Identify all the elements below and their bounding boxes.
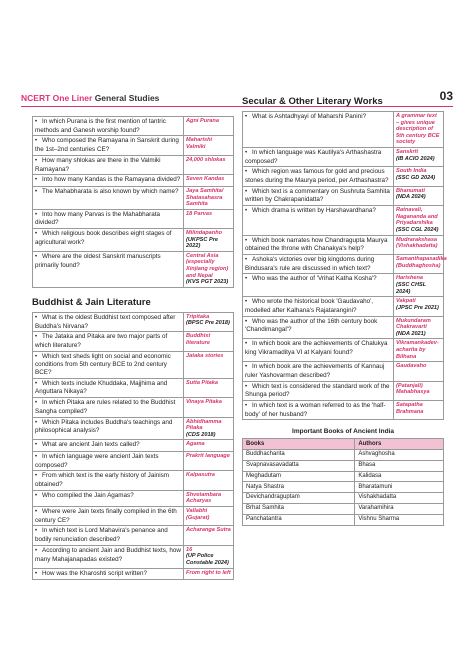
book-name: Svapnavasavadatta [243, 460, 355, 471]
question-text: Which texts include Khuddaka, Majjhima and Anguttara Nikaya? [35, 379, 168, 396]
answer-cell [184, 452, 234, 471]
answer-cell [184, 136, 234, 155]
answer-text: Vinaya Pitaka [186, 399, 222, 406]
question-text: According to ancient Jain and Buddhist texts, how many Mahajanapadas existed? [35, 546, 181, 563]
question-cell [33, 332, 184, 351]
question-text: How was the Kharoshti script written? [42, 569, 147, 577]
book-author: Vishnu Sharma [355, 514, 444, 525]
books-table-row [243, 482, 444, 493]
question-text: What is Ashtadhyayi of Maharshi Panini? [252, 113, 367, 120]
exam-reference: (BPSC Pre 2018) [186, 320, 230, 327]
question-cell [33, 229, 184, 252]
exam-reference: (JPSC Pre 2021) [396, 304, 439, 311]
question-cell [243, 400, 394, 419]
exam-reference: (IB ACIO 2024) [396, 155, 435, 162]
answer-cell [184, 117, 234, 136]
brand-title: NCERT One Liner [21, 93, 93, 103]
books-table-row [243, 450, 444, 461]
question-text: In which language were ancient Jain texts composed? [35, 453, 159, 469]
bullet-icon: • [245, 188, 248, 195]
answer-cell [184, 186, 234, 209]
answer-text: Gaudavaho [396, 363, 427, 370]
question-cell [33, 490, 184, 506]
books-table-row [243, 471, 444, 482]
qa-row [243, 339, 444, 362]
question-text: In which Pitaka are rules related to the Buddhist Sangha compiled? [35, 399, 176, 415]
answer-cell [184, 229, 234, 252]
qa-row [33, 312, 234, 331]
answer-cell [184, 209, 234, 228]
question-text: The Jataka and Pitaka are two major parts of which literature? [35, 333, 168, 349]
question-text: The Mahabharata is also known by which name? [42, 187, 179, 195]
question-text: Which religious book describes eight stages of agricultural work? [35, 230, 172, 246]
answer-cell [394, 206, 444, 235]
qa-row [33, 155, 234, 174]
question-cell [33, 471, 184, 490]
bullet-icon: • [35, 253, 38, 260]
books-header-books: Books [243, 439, 355, 450]
exam-reference: (KVS PGT 2023) [186, 279, 229, 286]
question-text: In which book are the achievements of Kannauj ruler Yashovarman described? [245, 363, 385, 379]
question-text: What are ancient Jain texts called? [42, 441, 140, 449]
book-name: Panchatantra [243, 514, 355, 525]
question-cell [33, 209, 184, 228]
qa-row [33, 136, 234, 155]
answer-cell [394, 167, 444, 186]
answer-cell [184, 507, 234, 526]
bullet-icon: • [35, 211, 38, 218]
answer-text: 16 [186, 546, 193, 553]
qa-row [243, 167, 444, 186]
qa-row [33, 209, 234, 228]
answer-cell [184, 490, 234, 506]
bullet-icon: • [35, 353, 38, 360]
answer-cell [184, 175, 234, 187]
bullet-icon: • [35, 442, 38, 449]
qa-row [33, 471, 234, 490]
bullet-icon: • [35, 314, 38, 321]
answer-text: Agni Purana [186, 118, 219, 124]
answer-text: South India [396, 168, 427, 175]
question-cell [33, 398, 184, 417]
question-cell [33, 175, 184, 187]
qa-row [33, 417, 234, 440]
answer-text: Mukundaram Chakravarti [396, 317, 431, 331]
bullet-icon: • [245, 169, 248, 176]
answer-text: Vakpati [396, 298, 416, 305]
qa-table-literature [32, 116, 234, 288]
answer-cell [184, 471, 234, 490]
question-text: Who was the author of the 16th century book 'Chandimangal'? [245, 317, 378, 334]
answer-cell [184, 251, 234, 287]
answer-text: Maharishi Valmiki [186, 137, 213, 150]
qa-row [243, 186, 444, 205]
answer-text: Satapatha Brahmana [396, 401, 424, 415]
question-cell [33, 186, 184, 209]
bullet-icon: • [35, 188, 38, 195]
bullet-icon: • [245, 383, 248, 390]
qa-row [33, 526, 234, 545]
answer-text: A grammar text – gives unique description of 5th century BCE society [396, 113, 440, 146]
answer-cell [394, 235, 444, 254]
books-table-title: Important Books of Ancient India [292, 428, 394, 436]
book-name: Brhat Samhita [243, 504, 355, 515]
book-name: Natya Shastra [243, 482, 355, 493]
answer-text: Milindapanho [186, 230, 223, 237]
answer-cell [394, 274, 444, 297]
answer-text: Buddhist literature [186, 333, 211, 346]
answer-text: Mudrarakshasa (Vishakhadatta) [396, 236, 438, 250]
book-author: Kalidasa [355, 471, 444, 482]
answer-cell [184, 417, 234, 440]
question-cell [243, 186, 394, 205]
question-cell [243, 297, 394, 316]
book-author: Vishakhadatta [355, 493, 444, 504]
answer-text: Seven Kandas [186, 176, 225, 183]
answer-text: Central Asia (especially Xinjiang region) and Nepal [186, 252, 229, 279]
books-table-row [243, 504, 444, 515]
question-cell [243, 235, 394, 254]
qa-row [33, 440, 234, 452]
qa-row [33, 545, 234, 568]
qa-row [33, 175, 234, 187]
books-table-row [243, 493, 444, 504]
answer-text: Tripitaka [186, 313, 210, 320]
qa-row [243, 112, 444, 148]
question-text: Which text is a commentary on Sushruta Samhita written by Chakrapanidatta? [245, 187, 390, 204]
question-text: Into how many Kandas is the Ramayana divided? [42, 176, 181, 184]
bullet-icon: • [35, 419, 38, 426]
answer-cell [184, 378, 234, 397]
answer-cell [394, 381, 444, 400]
question-text: From which text is the early history of Jainism obtained? [35, 472, 170, 489]
bullet-icon: • [35, 528, 38, 535]
question-cell [33, 117, 184, 136]
answer-text: Agama [186, 441, 205, 448]
book-name: Meghadutam [243, 471, 355, 482]
question-cell [33, 568, 184, 580]
answer-cell [394, 339, 444, 362]
bullet-icon: • [35, 400, 38, 407]
answer-cell [394, 362, 444, 381]
qa-row [33, 117, 234, 136]
question-cell [33, 440, 184, 452]
answer-cell [184, 398, 234, 417]
answer-cell [184, 332, 234, 351]
right-column [242, 96, 447, 526]
bullet-icon: • [35, 231, 38, 238]
bullet-icon: • [245, 149, 248, 156]
qa-row [243, 381, 444, 400]
qa-row [243, 316, 444, 339]
bullet-icon: • [245, 276, 248, 283]
bullet-icon: • [35, 380, 38, 387]
answer-cell [394, 316, 444, 339]
question-cell [243, 339, 394, 362]
books-table-row [243, 514, 444, 525]
answer-text: 18 Parvas [186, 210, 213, 217]
question-cell [243, 381, 394, 400]
answer-cell [184, 440, 234, 452]
qa-row [33, 490, 234, 506]
answer-text: 24,000 shlokas [186, 156, 226, 163]
bullet-icon: • [35, 177, 38, 184]
question-cell [33, 351, 184, 378]
answer-cell [184, 155, 234, 174]
bullet-icon: • [245, 237, 248, 244]
question-cell [33, 452, 184, 471]
bullet-icon: • [35, 492, 38, 499]
book-author: Ashvaghosha [355, 450, 444, 461]
answer-cell [394, 400, 444, 419]
book-name: Devichandraguptam [243, 493, 355, 504]
bullet-icon: • [35, 454, 38, 461]
qa-row [243, 235, 444, 254]
question-text: Who wrote the historical book 'Gaudavaho', modelled after Kalhana's Rajatarangini? [245, 298, 374, 314]
answer-text: Ratnavali, Nagananda and Priyadarshika [396, 207, 438, 227]
bullet-icon: • [35, 157, 38, 164]
question-text: Who was the author of 'Vrihat Katha Kosha'? [252, 275, 377, 283]
question-cell [33, 155, 184, 174]
question-text: In which text is Lord Mahavira's penance and bodily renunciation described? [35, 527, 168, 544]
qa-row [33, 351, 234, 378]
question-cell [243, 362, 394, 381]
bullet-icon: • [35, 570, 38, 577]
bullet-icon: • [35, 509, 38, 516]
book-author: Bharatamuni [355, 482, 444, 493]
question-text: How many shlokas are there in the Valmiki Ramayana? [35, 156, 161, 173]
question-cell [33, 251, 184, 287]
question-text: Where were Jain texts finally compiled in the 6th century CE? [35, 508, 177, 524]
question-text: Which drama is written by Harshavardhana? [252, 207, 376, 215]
question-cell [243, 147, 394, 166]
qa-row [33, 378, 234, 397]
answer-text: Shvetambara Acharyas [186, 491, 222, 505]
qa-row [33, 398, 234, 417]
question-text: Who composed the Ramayana in Sanskrit during the 1st–2nd centuries CE? [35, 137, 179, 154]
question-cell [243, 254, 394, 273]
book-name: Buddhacharita [243, 450, 355, 461]
qa-row [243, 400, 444, 419]
bullet-icon: • [35, 473, 38, 480]
question-text: Who compiled the Jain Agamas? [42, 491, 134, 499]
exam-reference: (SSC CGL 2024) [396, 226, 439, 233]
bullet-icon: • [245, 341, 248, 348]
question-cell [33, 136, 184, 155]
bullet-icon: • [245, 318, 248, 325]
question-cell [33, 507, 184, 526]
books-table [242, 438, 444, 525]
answer-text: Acharanga Sutra [186, 527, 231, 534]
answer-text: Kalpasutra [186, 472, 215, 479]
qa-row [33, 229, 234, 252]
answer-text: Jaya Samhita/ Shatasahasra Samhita [186, 187, 224, 208]
exam-reference: (SSC CHSL 2024) [396, 281, 427, 295]
answer-cell [394, 147, 444, 166]
answer-text: Prakrit language [186, 453, 230, 460]
question-text: In which book are the achievements of Chalukya king Vikramaditya VI at Kalyani found? [245, 340, 388, 357]
exam-reference: (SSC GD 2024) [396, 174, 436, 181]
answer-cell [184, 351, 234, 378]
qa-row [243, 147, 444, 166]
answer-text: Jataka stories [186, 352, 224, 359]
answer-cell [394, 254, 447, 273]
books-table-row [243, 460, 444, 471]
brand-subtitle: General Studies [94, 93, 160, 103]
answer-text: Harishena [396, 275, 424, 282]
qa-row [33, 332, 234, 351]
answer-text: Samanthapasadika (Buddhaghosha) [396, 255, 447, 269]
exam-reference: (NDA 2024) [396, 194, 426, 201]
answer-cell [184, 545, 234, 568]
question-cell [33, 378, 184, 397]
bullet-icon: • [245, 208, 248, 215]
bullet-icon: • [245, 114, 248, 120]
question-text: In which text is a woman referred to as the 'half-body' of her husband? [245, 401, 386, 418]
question-text: In which Purana is the first mention of tantric methods and Ganesh worship found? [35, 118, 166, 134]
question-text: Where are the oldest Sanskrit manuscripts primarily found? [35, 252, 161, 269]
section-heading-secular: Secular & Other Literary Works [242, 96, 383, 107]
question-text: Which book narrates how Chandragupta Maurya obtained the throne with Chanakya's help? [245, 236, 388, 253]
qa-row [33, 251, 234, 287]
bullet-icon: • [245, 364, 248, 371]
answer-text: Vallabhi (Gujarat) [186, 508, 210, 521]
qa-row [243, 297, 444, 316]
bullet-icon: • [245, 256, 248, 263]
answer-text: Bhanumati [396, 187, 425, 194]
qa-row [243, 254, 444, 273]
left-column [32, 116, 234, 580]
books-table-header-row [243, 439, 444, 450]
question-text: In which language was Kautilya's Arthashastra composed? [245, 148, 382, 165]
question-text: Ashoka's victories over big kingdoms during Bindusara's rule are discussed in which text? [245, 255, 375, 272]
section-heading-buddhist-jain: Buddhist & Jain Literature [32, 296, 151, 308]
answer-text: Vikramankadev-acharita by Bilhana [396, 340, 439, 360]
answer-cell [394, 297, 444, 316]
brand [21, 93, 159, 103]
question-text: What is the oldest Buddhist text composed after Buddha's Nirvana? [35, 313, 176, 330]
answer-text: Sanskrit [396, 148, 419, 155]
answer-cell [394, 112, 444, 148]
question-text: Which text sheds light on social and economic conditions from 5th century BCE to 2nd century BCE? [35, 352, 171, 377]
exam-reference: (UP Police Constable 2024) [186, 553, 229, 567]
answer-cell [184, 568, 234, 580]
exam-reference: (UKPSC Pre 2022) [186, 236, 219, 250]
qa-row [33, 452, 234, 471]
qa-row [33, 507, 234, 526]
bullet-icon: • [35, 334, 38, 341]
exam-reference: (NDA 2021) [396, 330, 426, 337]
question-cell [33, 417, 184, 440]
question-cell [243, 167, 394, 186]
bullet-icon: • [35, 547, 38, 554]
qa-table-secular [242, 111, 447, 420]
question-cell [33, 526, 184, 545]
bullet-icon: • [245, 299, 248, 306]
question-cell [33, 545, 184, 568]
book-author: Bhasa [355, 460, 444, 471]
qa-row [243, 206, 444, 235]
exam-reference: (CDS 2018) [186, 431, 216, 438]
book-author: Varahamihira [355, 504, 444, 515]
answer-text: (Patanjali) Mahabhasya [396, 382, 430, 396]
question-text: Which Pitaka includes Buddha's teachings and philosophical analysis? [35, 418, 173, 435]
answer-cell [184, 312, 234, 331]
question-text: Into how many Parvas is the Mahabharata divided? [35, 210, 160, 227]
bullet-icon: • [35, 138, 38, 145]
question-cell [243, 112, 394, 148]
question-text: Which text is considered the standard work of the Shunga period? [245, 382, 390, 399]
answer-text: Abhidhamma Pitaka [186, 418, 222, 432]
qa-row [33, 186, 234, 209]
question-cell [243, 274, 394, 297]
qa-table-buddhist-jain [32, 312, 234, 581]
page-number: 03 [439, 89, 453, 103]
answer-cell [394, 186, 444, 205]
books-header-authors: Authors [355, 439, 444, 450]
answer-text: From right to left [186, 569, 231, 576]
question-cell [243, 206, 394, 235]
qa-row [33, 568, 234, 580]
bullet-icon: • [35, 119, 38, 125]
qa-row [243, 362, 444, 381]
answer-cell [184, 526, 234, 545]
answer-text: Sutta Pitaka [186, 379, 219, 386]
question-cell [33, 312, 184, 331]
question-text: Which region was famous for gold and precious stones during the Maurya period, per Arthashastra? [245, 168, 389, 185]
qa-row [243, 274, 444, 297]
bullet-icon: • [245, 402, 248, 409]
question-cell [243, 316, 394, 339]
